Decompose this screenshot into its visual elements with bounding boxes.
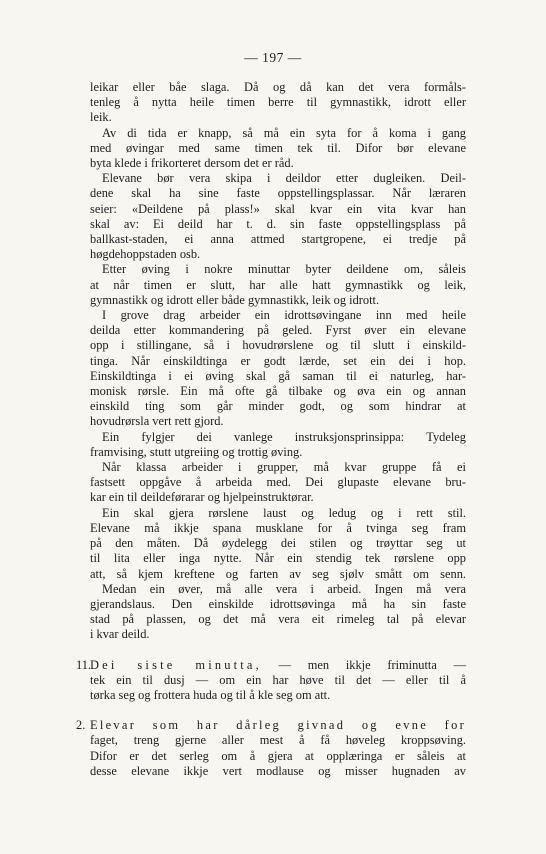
text-line: kar ein til deildeførarar og hjelpeinstruktørar. [90, 490, 314, 505]
page-number: — 197 — [244, 50, 302, 65]
text-line: til lita eller inga nytte. Når ein stendig tek rørslene opp [90, 551, 466, 566]
text-line: desse elevane ikkje vert modlause og misser hugnaden av [90, 763, 466, 778]
text-line: Av di tida er knapp, så må ein syta for å koma i gang [102, 125, 466, 140]
item-heading-rest: — men ikkje friminutta — [278, 657, 466, 672]
text-line [90, 658, 466, 673]
text-line: att, så kjem kreftene og farten av seg sjølv smått om senn. [90, 566, 466, 581]
section-gap [90, 703, 466, 718]
text-line: Einskildtinga i ei øving skal gå saman til ei naturleg, har- [90, 368, 466, 383]
text-line: Ein skal gjera rørslene laust og ledug og i rett stil. [102, 505, 466, 520]
text-line: leikar eller båe slaga. Då og då kan det vera formåls- [90, 80, 466, 94]
text-line: seier: «Deildene på plass!» skal kvar ein vita kvar han [90, 201, 466, 216]
text-line: tenleg å nytta heile timen berre til gymnastikk, idrott eller [90, 95, 466, 110]
text-line: Medan ein øver, må alle vera i arbeid. Ingen må vera [102, 581, 466, 596]
text-line: byta klede i frikorteret dersom det er råd. [90, 156, 294, 171]
text-line: med øvingar med same timen tek til. Difor bør elevane [90, 140, 466, 155]
text-line: opp i stillingane, så i hovudrørslene og til slutt i einskild- [90, 338, 466, 353]
text-line: leik. [90, 110, 112, 125]
text-line: hovudrørsla vert rett gjord. [90, 414, 224, 429]
text-line: Elevane bør vera skipa i deildor etter dugleiken. Deil- [102, 171, 466, 186]
text-line: fastsett oppgåve å arbeida med. Dei glupaste elevane bru- [90, 475, 466, 490]
text-line: tinga. Når einskildtinga er godt lærde, set ein dei i hop. [90, 353, 466, 368]
text-line: ballkast-staden, ei anna attmed startgropene, ei tredje på [90, 232, 466, 247]
text-line: på den måten. Då øydelegg dei stilen og trøyttar seg ut [90, 536, 466, 551]
item-number: 11. [76, 657, 92, 672]
list-item-2 [76, 718, 466, 779]
item-heading: Elevar som har dårleg givnad og evne for [90, 718, 466, 733]
text-line: Ein fylgjer dei vanlege instruksjonsprinsippa: Tydeleg [102, 429, 466, 444]
text-line: framvising, stutt utgreiing og trottig øving. [90, 444, 303, 459]
text-line [90, 718, 466, 733]
text-line: gjerandslaus. Den einskilde idrottsøvinga må ha sin faste [90, 596, 466, 611]
text-line: tørka seg og frottera huda og til å kle seg om att. [90, 687, 331, 702]
body-text [76, 80, 466, 779]
text-line: Elevane må ikkje spana musklane for å tvinga seg fram [90, 520, 466, 535]
text-line: gymnastikk og idrott eller både gymnastikk, leik og idrott. [90, 292, 380, 307]
text-line: Når klassa arbeider i grupper, må kvar gruppe få ei [102, 460, 466, 475]
text-line: høgdehoppstaden osb. [90, 247, 201, 262]
text-line: dene skal ha sine faste oppstellingsplassar. Når læraren [90, 186, 466, 201]
item-number: 2. [76, 718, 86, 733]
text-line: i kvar deild. [90, 627, 150, 642]
text-line: tek ein til dusj — om ein har høve til det — eller til å [90, 672, 466, 687]
text-line: einskild ting som går minder godt, og som hindrar at [90, 399, 466, 414]
text-line: faget, treng gjerne aller mest å få høveleg kroppsøving. [90, 733, 466, 748]
section-gap [90, 643, 466, 658]
list-item-11 [76, 657, 466, 704]
text-line: deilda etter kommandering på geled. Fyrst øver ein elevane [90, 323, 466, 338]
text-line: Etter øving i nokre minuttar byter deildene om, såleis [102, 262, 466, 277]
text-line: stad på plassen, og det må vera eit rimeleg tal på elevar [90, 612, 466, 627]
text-line: skal av: Ei deild har t. d. sin faste oppstellingsplass på [90, 216, 466, 231]
item-heading: Dei siste minutta, [90, 657, 262, 672]
text-line: I grove drag arbeider ein idrottsøvingane inn med heile [102, 308, 466, 323]
text-line: monisk rørsle. Ein må ofte gå tilbake og øva ein og annan [90, 384, 466, 399]
text-line: at når timen er slutt, har alle hatt gymnastikk og leik, [90, 277, 466, 292]
text-line: Difor er det serleg om å gjera at opplæringa er såleis at [90, 748, 466, 763]
